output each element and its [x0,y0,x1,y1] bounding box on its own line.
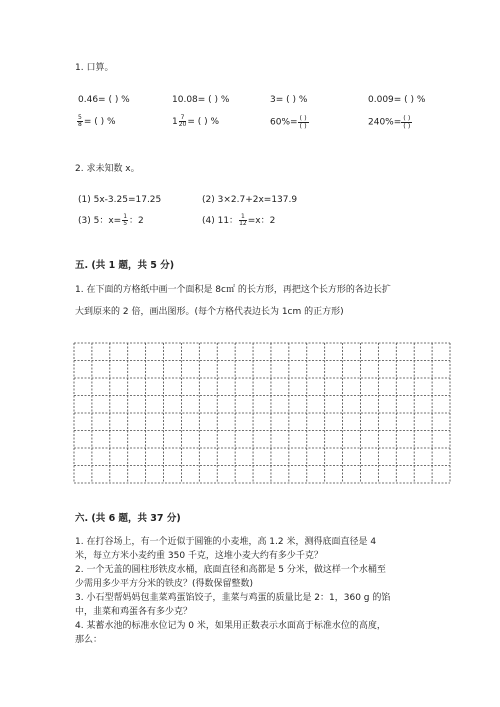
section-5-heading: 五. (共 1 题，共 5 分) [75,260,175,271]
calc-item-fraction: $\frac{5}{8}$ = ( ) % [78,114,116,128]
question-text: 少需用多少平方分米的铁皮？(得数保留整数) [75,579,254,589]
blank-fraction: ( ) ( ) [299,114,307,130]
calc-item-mixed-number: 1 $\frac{7}{20}$ = ( ) % [172,114,220,128]
question-text: 1. 在打谷场上，有一个近似于圆锥的小麦堆，高 1.2 米，测得底面直径是 4 [75,537,377,547]
question-text: 中，韭菜和鸡蛋各有多少克？ [75,607,193,617]
equation: (4) 11： $\frac{1}{12}$ =x：2 [202,213,276,227]
solve-x-title: 2. 求未知数 x。 [75,164,140,174]
question-text: 4. 某蓄水池的标准水位记为 0 米，如果用正数表示水面高于标准水位的高度， [75,621,386,631]
calc-item: 3= ( ) % [270,95,308,105]
calc-item-percent-fraction: 240%= ( ) ( ) [368,114,411,130]
section-6-heading: 六. (共 6 题，共 37 分) [75,513,181,524]
blank-fraction: ( ) ( ) [403,114,411,130]
fraction: $\frac{1}{5}$ [123,213,128,227]
calc-item: 0.009= ( ) % [368,95,426,105]
question-text: 米，每立方米小麦约重 350 千克，这堆小麦大约有多少千克？ [75,551,323,561]
equation: (3) 5：x= $\frac{1}{5}$ ：2 [78,213,144,227]
question-text: 大到原来的 2 倍，画出图形。(每个方格代表边长为 1cm 的正方形) [75,307,344,317]
fraction: $\frac{1}{12}$ [239,213,247,227]
equation: (1) 5x-3.25=17.25 [78,195,162,205]
question-text: 3. 小石型帮妈妈包韭菜鸡蛋馅饺子，韭菜与鸡蛋的质量比是 2：1，360 g 的馅 [75,593,391,603]
question-text: 1. 在下面的方格纸中画一个面积是 8c㎡ 的长方形，再把这个长方形的各边长扩 [75,285,391,295]
calc-item-percent-fraction: 60%= ( ) ( ) [270,114,307,130]
equation: (2) 3×2.7+2x=137.9 [202,195,298,205]
oral-calc-title: 1. 口算。 [75,63,114,73]
question-text: 2. 一个无盖的圆柱形铁皮水桶，底面直径和高都是 5 分米，做这样一个水桶至 [75,565,386,575]
square-grid-paper [73,342,451,484]
fraction: $\frac{5}{8}$ [78,114,82,128]
calc-item: 0.46= ( ) % [78,95,130,105]
fraction: $\frac{7}{20}$ [178,114,187,128]
question-text: 那么： [75,635,103,645]
calc-item: 10.08= ( ) % [172,95,230,105]
